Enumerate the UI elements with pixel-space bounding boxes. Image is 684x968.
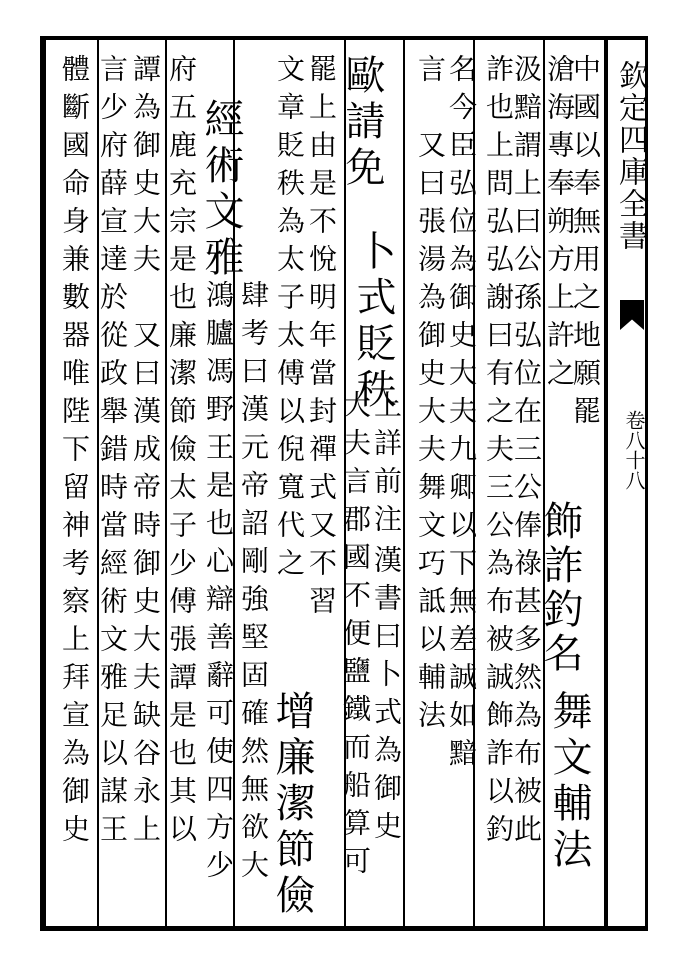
text-line: 滄海專奉朔方上許之: [543, 54, 576, 396]
text-line: 譚為御史大夫 又曰漢成帝時御史大夫缺谷永上: [129, 54, 162, 852]
text-line: 詐也上問弘弘謝曰有之夫三公為布被誠飾詐以釣: [482, 54, 515, 852]
text-line: 言少府薛宣達於從政舉錯時當經術文雅足以謀王: [96, 54, 129, 852]
margin-title: 欽定四庫全書: [613, 60, 648, 252]
text-line: 中國以奉無用之地願罷: [569, 54, 602, 434]
text-line: 大夫言郡國不便鹽鐵而船算可: [339, 390, 372, 884]
margin-volume: 卷八十八: [622, 410, 646, 490]
text-line: 上詳前注: [370, 390, 403, 542]
heading-term: 舞文輔法: [546, 690, 592, 874]
text-line: 體斷國命身兼數器唯陛下留神考察上拜宣為御史: [58, 54, 91, 852]
text-line: 言 又曰張湯為御史大夫舞文巧詆以輔法: [414, 54, 447, 738]
text-line: 罷上由是不悅明年當封禪式又不習: [305, 54, 338, 624]
heading-term: 歐請免: [339, 54, 385, 192]
text-line: 名今臣弘位為御史大夫九卿以下無差誠如黯: [445, 54, 478, 776]
text-line: 府五鹿充宗是也廉潔節儉太子少傅張譚是也其以: [165, 54, 198, 852]
heading-term: 飾詐釣名: [537, 500, 583, 676]
heading-term: 卜式貶秩: [350, 230, 396, 414]
text-line: 文章貶秩為太子太傅以倪寬代之: [273, 54, 306, 586]
heading-term: 增廉潔節儉: [269, 690, 315, 920]
heading-term: 經術文雅: [198, 98, 244, 282]
text-line: 汲黯謂上曰公孫弘位在三公俸祿甚多然為布被此: [510, 54, 543, 852]
text-line: 漢書曰卜式為御史: [370, 545, 403, 849]
text-line: 肆考曰漢元帝詔剛強堅固確然無欲大: [237, 280, 270, 888]
text-line: 鴻臚馮野王是也心辯善辭可使四方少: [202, 280, 235, 888]
